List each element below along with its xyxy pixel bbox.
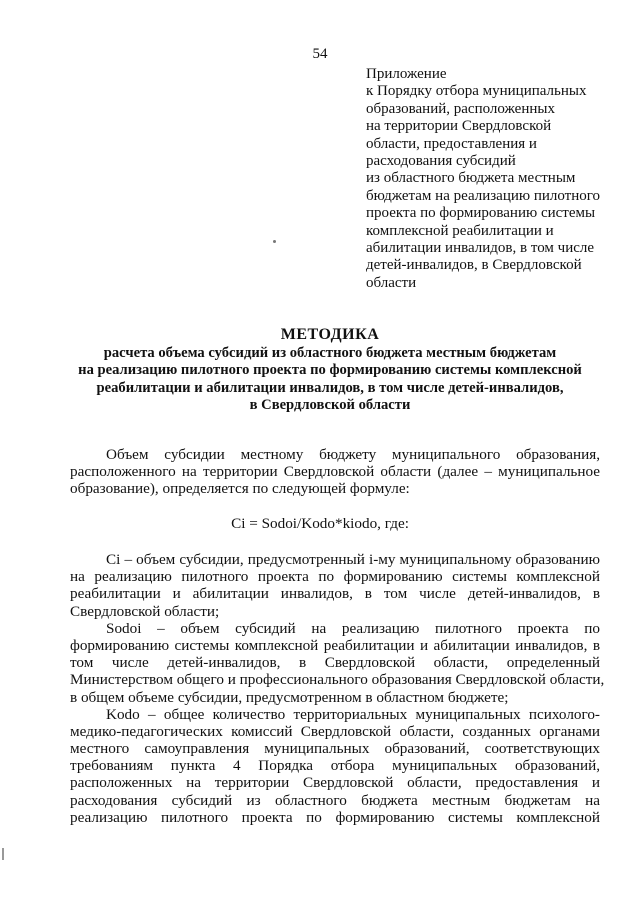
text-line: в общем объеме субсидии, предусмотренном в областном бюджете; <box>70 688 509 706</box>
document-title: МЕТОДИКА <box>280 326 380 343</box>
appendix-line: бюджетам на реализацию пилотного <box>366 187 601 204</box>
appendix-line: абилитации инвалидов, в том числе <box>366 240 595 257</box>
text-line: Свердловской области; <box>70 602 220 620</box>
document-title-block <box>60 326 600 415</box>
scan-dot <box>273 240 276 243</box>
subtitle-line: расчета объема субсидий из областного бюджета местным бюджетам <box>103 344 557 361</box>
text-line: Kodo – общее количество территориальных муниципальных психолого- <box>106 705 600 723</box>
appendix-line: из областного бюджета местным <box>366 170 576 187</box>
appendix-line: комплексной реабилитации и <box>366 222 554 239</box>
appendix-line: на территории Свердловской <box>366 118 552 135</box>
appendix-line: детей-инвалидов, в Свердловской <box>366 257 582 274</box>
appendix-line: области, предоставления и <box>366 135 537 152</box>
page-number: 54 <box>312 46 328 62</box>
subtitle-line: в Свердловской области <box>249 397 411 414</box>
text-line: Министерством общего и профессионального образования Свердловской области, <box>70 671 605 689</box>
scan-edge-mark <box>2 848 4 860</box>
appendix-line: к Порядку отбора муниципальных <box>366 83 587 100</box>
formula: Ci = Sodoi/Kodo*kiodo, где: <box>231 515 409 532</box>
text-line: на реализацию пилотного проекта по формированию системы комплексной <box>70 568 600 586</box>
subtitle-line: на реализацию пилотного проекта по формированию системы комплексной <box>78 362 582 379</box>
intro-paragraph <box>70 446 600 498</box>
appendix-line: расходования субсидий <box>366 153 516 170</box>
appendix-line: проекта по формированию системы <box>366 205 596 222</box>
text-line: Sodoi – объем субсидий на реализацию пилотного проекта по <box>106 619 600 637</box>
appendix-line: области <box>366 274 417 291</box>
text-line: том числе детей-инвалидов, в Свердловской области, определенный <box>70 654 600 672</box>
text-line: расположенных на территории Свердловской области, предоставления и <box>70 774 600 792</box>
appendix-note <box>366 66 616 292</box>
text-line: формированию системы комплексной реабилитации и абилитации инвалидов, в <box>70 636 600 654</box>
text-line: образование), определяется по следующей формуле: <box>70 480 410 498</box>
subtitle-line: реабилитации и абилитации инвалидов, в том числе детей-инвалидов, <box>96 379 564 396</box>
text-line: реабилитации и абилитации инвалидов, в том числе детей-инвалидов, в <box>70 585 600 603</box>
appendix-line: Приложение <box>366 66 447 82</box>
text-line: расположенного на территории Свердловской области (далее – муниципальное <box>70 463 600 481</box>
text-line: Ci – объем субсидии, предусмотренный i-му муниципальному образованию <box>106 551 600 568</box>
text-line: Объем субсидии местному бюджету муниципального образования, <box>106 446 600 463</box>
text-line: требованиям пункта 4 Порядка отбора муниципальных образований, <box>70 757 600 775</box>
text-line: реализацию пилотного проекта по формированию системы комплексной <box>70 808 600 826</box>
text-line: местного самоуправления муниципальных образований, соответствующих <box>70 740 600 758</box>
text-line: медико-педагогических комиссий Свердловской области, созданных органами <box>70 722 600 740</box>
definitions <box>70 551 605 826</box>
appendix-line: образований, расположенных <box>366 100 555 117</box>
text-line: расходования субсидий из областного бюджета местным бюджетам на <box>70 791 600 809</box>
